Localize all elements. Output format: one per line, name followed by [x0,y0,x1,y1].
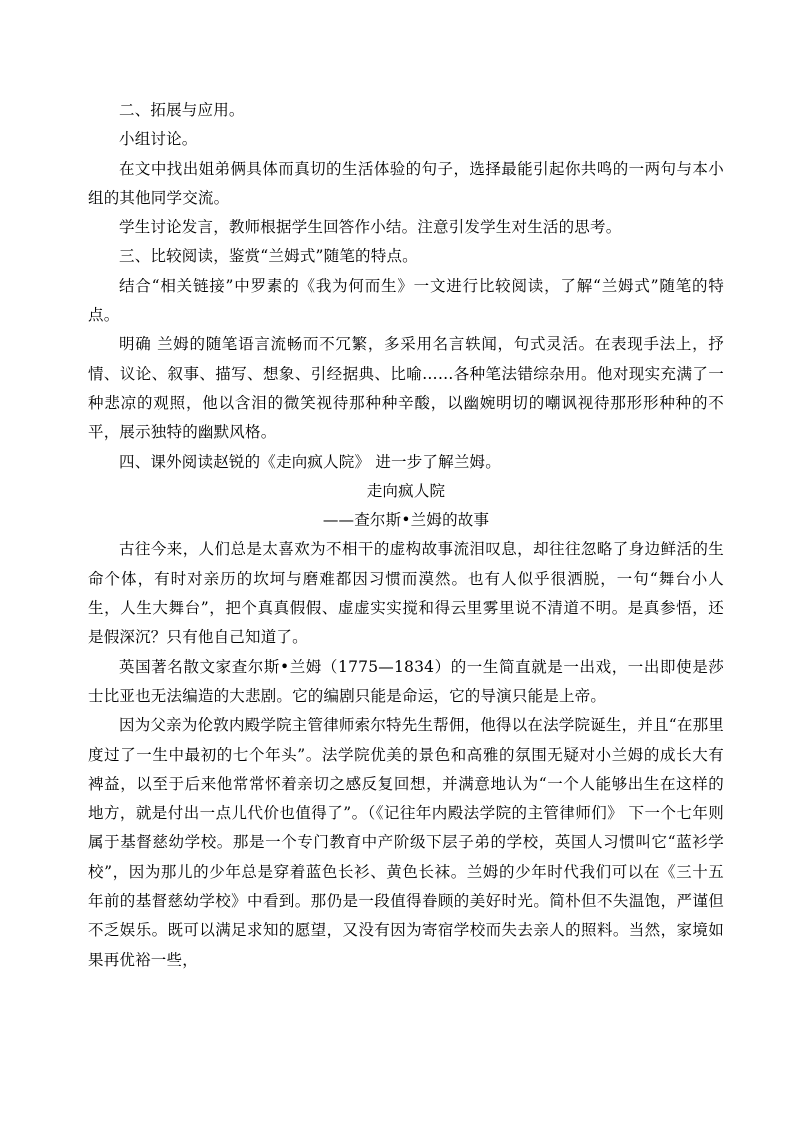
document-body [88,96,724,975]
article-paragraph-2: 英国著名散文家查尔斯•兰姆（1775—1834）的一生简直就是一出戏，一出即使是莎士比亚也无法编造的大悲剧。它的编剧只能是命运，它的导演只能是上帝。 [88,657,724,705]
paragraph-student-discussion: 学生讨论发言，教师根据学生回答作小结。注意引发学生对生活的思考。 [119,218,622,237]
paragraph-clarification: 明确 兰姆的随笔语言流畅而不冗繁，多采用名言轶闻，句式灵活。在表现手法上，抒情、议论、叙事、描写、想象、引经据典、比喻……各种笔法错综杂用。他对现实充满了一种悲凉的观照，他以含泪的微笑视待那种种辛酸，以幽婉明切的嘲讽视待那形形种种的不平，展示独特的幽默风格。 [88,335,724,442]
section-heading-comparative-reading: 三、比较阅读，鉴赏“兰姆式”随笔的特点。 [119,247,418,266]
section-heading-extracurricular-reading: 四、课外阅读赵锐的《走向疯人院》 进一步了解兰姆。 [119,452,501,471]
article-title: 走向疯人院 [366,481,446,500]
article-paragraph-1: 古往今来，人们总是太喜欢为不相干的虚构故事流泪叹息，却往往忽略了身边鲜活的生命个体，有时对亲历的坎坷与磨难都因习惯而漠然。也有人似乎很洒脱，一句“舞台小人生，人生大舞台”，把个真真假假、虚虚实实搅和得云里雾里说不清道不明。是真参悟，还是假深沉？只有他自己知道了。 [88,540,724,647]
article-paragraph-3: 因为父亲为伦敦内殿学院主管律师索尔特先生帮佣，他得以在法学院诞生，并且“在那里度过了一生中最初的七个年头”。法学院优美的景色和高雅的氛围无疑对小兰姆的成长大有裨益，以至于后来他常常怀着亲切之感反复回想，并满意地认为“一个人能够出生在这样的地方，就是付出一点儿代价也值得了”。（《记往年内殿法学院的主管律师们》 下一个七年则属于基督慈幼学校。那是一个专门教育中产阶级下层子弟的学校，英国人习惯叫它“蓝衫学校”，因为那儿的少年总是穿着蓝色长衫、黄色长袜。兰姆的少年时代我们可以在《三十五年前的基督慈幼学校》中看到。那仍是一段值得眷顾的美好时光。简朴但不失温饱，严谨但不乏娱乐。既可以满足求知的愿望，又没有因为寄宿学校而失去亲人的照料。当然，家境如果再优裕一些， [88,716,724,969]
paragraph-find-sentences: 在文中找出姐弟俩具体而真切的生活体验的句子，选择最能引起你共鸣的一两句与本小组的其他同学交流。 [88,159,724,207]
paragraph-comparative-task: 结合“相关链接”中罗素的《我为何而生》一文进行比较阅读，了解“兰姆式”随笔的特点。 [88,276,724,325]
article-subtitle: ——查尔斯•兰姆的故事 [322,511,490,530]
paragraph-group-discussion: 小组讨论。 [119,130,198,149]
section-heading-extension: 二、拓展与应用。 [119,101,245,119]
